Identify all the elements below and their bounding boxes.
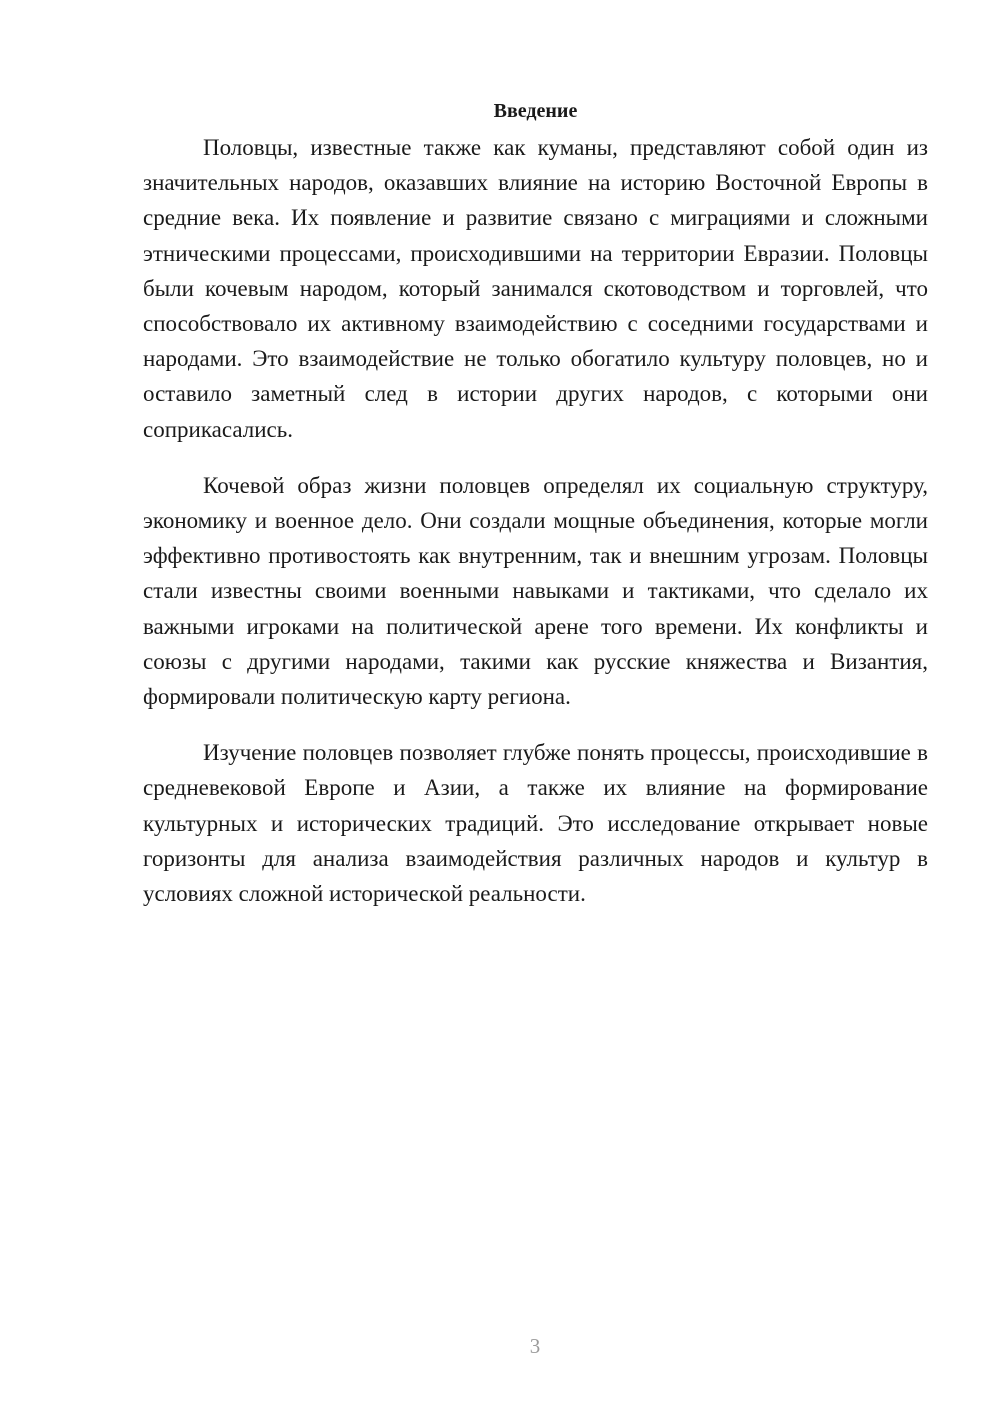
paragraph-3: Изучение половцев позволяет глубже понять процессы, происходившие в средневековой Европе и Азии, а также их влияние на формирование культурных и исторических традиций. Это исследование открывает новые горизонты для анализа взаимодействия различных народов и культур в условиях сложной исторической реальности. [143,740,928,907]
paragraph-1: Половцы, известные также как куманы, представляют собой один из значительных народов, оказавших влияние на историю Восточной Европы в средние века. Их появление и развитие связано с миграциями и сложными этническими процессами, происходившими на территории Евразии. Половцы были кочевым народом, который занимался скотоводством и торговлей, что способствовало их активному взаимодействию с соседними государствами и народами. Это взаимодействие не только обогатило культуру половцев, но и оставило заметный след в истории других народов, с которыми они соприкасались. [143,135,928,442]
section-title: Введение [493,100,578,122]
paragraph-2: Кочевой образ жизни половцев определял их социальную структуру, экономику и военное дело. Они создали мощные объединения, которые могли эффективно противостоять как внутренним, так и внешним угрозам. Половцы стали известны своими военными навыками и тактиками, что сделало их важными игроками на политической арене того времени. Их конфликты и союзы с другими народами, такими как русские княжества и Византия, формировали политическую карту региона. [143,472,928,710]
page-number: 3 [529,1334,541,1358]
page-content [143,96,928,932]
